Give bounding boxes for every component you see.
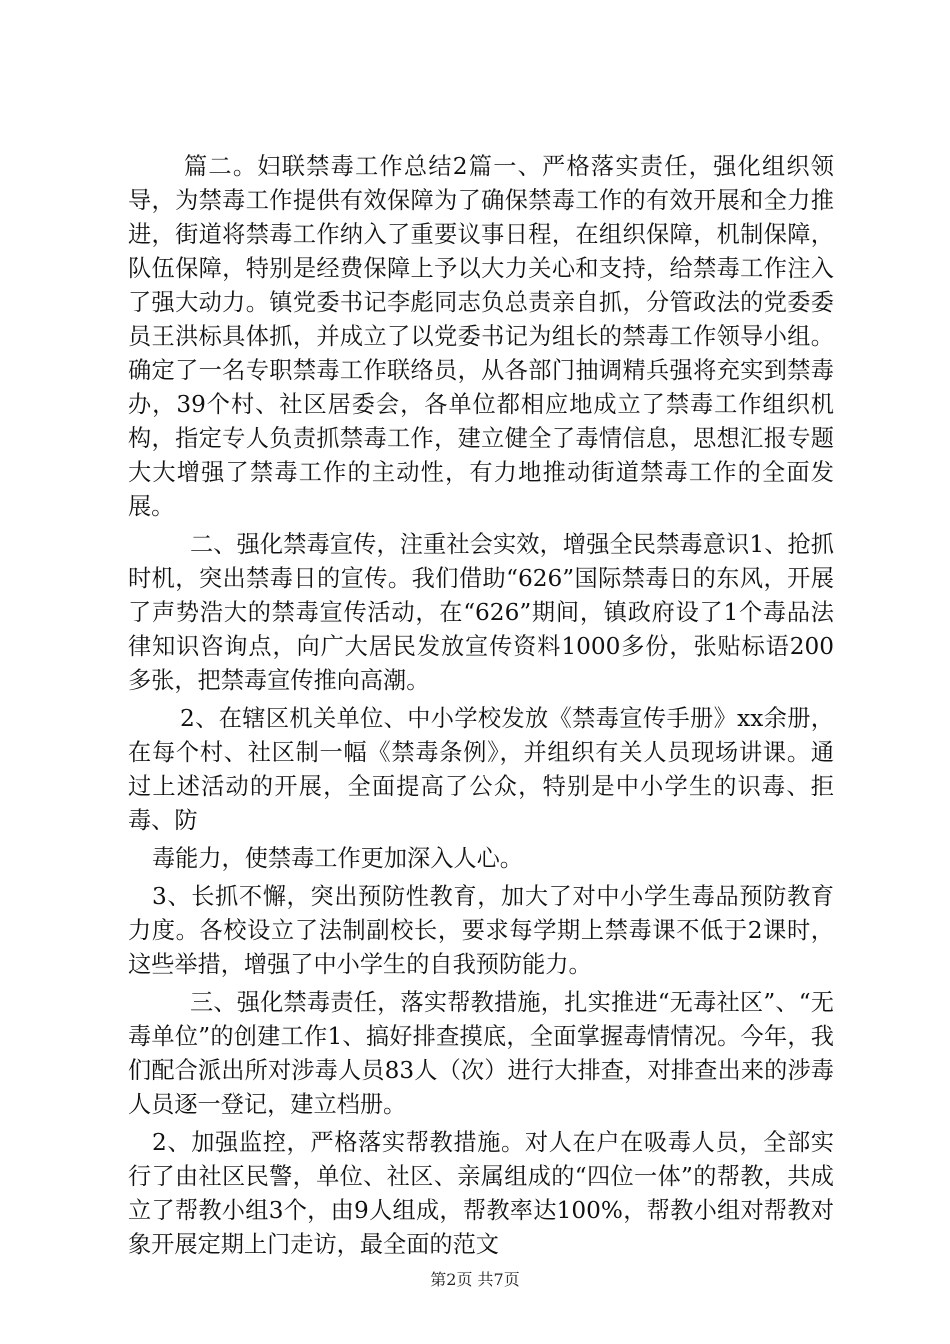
paragraph-publicity: 二、强化禁毒宣传，注重社会实效，增强全民禁毒意识1、抢抓时机，突出禁毒日的宣传。我们借助“626”国际禁毒日的东风，开展了声势浩大的禁毒宣传活动，在“626”期间，镇政府设了1个毒品法律知识咨询点，向广大居民发放宣传资料1000多份，张贴标语200多张，把禁毒宣传推向高潮。 [128, 531, 834, 694]
document-body [128, 150, 834, 1262]
paragraph-responsibility: 三、强化禁毒责任，落实帮教措施，扎实推进“无毒社区”、“无毒单位”的创建工作1、搞好排查摸底，全面掌握毒情情况。今年，我们配合派出所对涉毒人员83人（次）进行大排查，对排查出来的涉毒人员逐一登记，建立档册。 [128, 989, 834, 1118]
paragraph-handbook: 2、在辖区机关单位、中小学校发放《禁毒宣传手册》xx余册，在每个村、社区制一幅《禁毒条例》，并组织有关人员现场讲课。通过上述活动的开展，全面提高了公众，特别是中小学生的识毒、拒毒、防 [128, 705, 834, 834]
page-number-footer: 第2页 共7页 [430, 1270, 520, 1289]
paragraph-summary-intro: 篇二。妇联禁毒工作总结2篇一、严格落实责任，强化组织领导，为禁毒工作提供有效保障为了确保禁毒工作的有效开展和全力推进，街道将禁毒工作纳入了重要议事日程，在组织保障，机制保障，队伍保障，特别是经费保障上予以大力关心和支持，给禁毒工作注入了强大动力。镇党委书记李彪同志负总责亲自抓，分管政法的党委委员王洪标具体抓，并成立了以党委书记为组长的禁毒工作领导小组。确定了一名专职禁毒工作联络员，从各部门抽调精兵强将充实到禁毒办，39个村、社区居委会，各单位都相应地成立了禁毒工作组织机构，指定专人负责抓禁毒工作，建立健全了毒情信息，思想汇报专题大大增强了禁毒工作的主动性，有力地推动街道禁毒工作的全面发展。 [128, 153, 834, 520]
paragraph-monitoring: 2、加强监控，严格落实帮教措施。对人在户在吸毒人员，全部实行了由社区民警，单位、社区、亲属组成的“四位一体”的帮教，共成立了帮教小组3个，由9人组成，帮教率达100%，帮教小组对帮教对象开展定期上门走访，最全面的范文 [128, 1129, 834, 1258]
paragraph-prevention: 3、长抓不懈，突出预防性教育，加大了对中小学生毒品预防教育力度。各校设立了法制副校长，要求每学期上禁毒课不低于2课时，这些举措，增强了中小学生的自我预防能力。 [128, 883, 834, 978]
paragraph-handbook-continued: 毒能力，使禁毒工作更加深入人心。 [152, 845, 523, 872]
